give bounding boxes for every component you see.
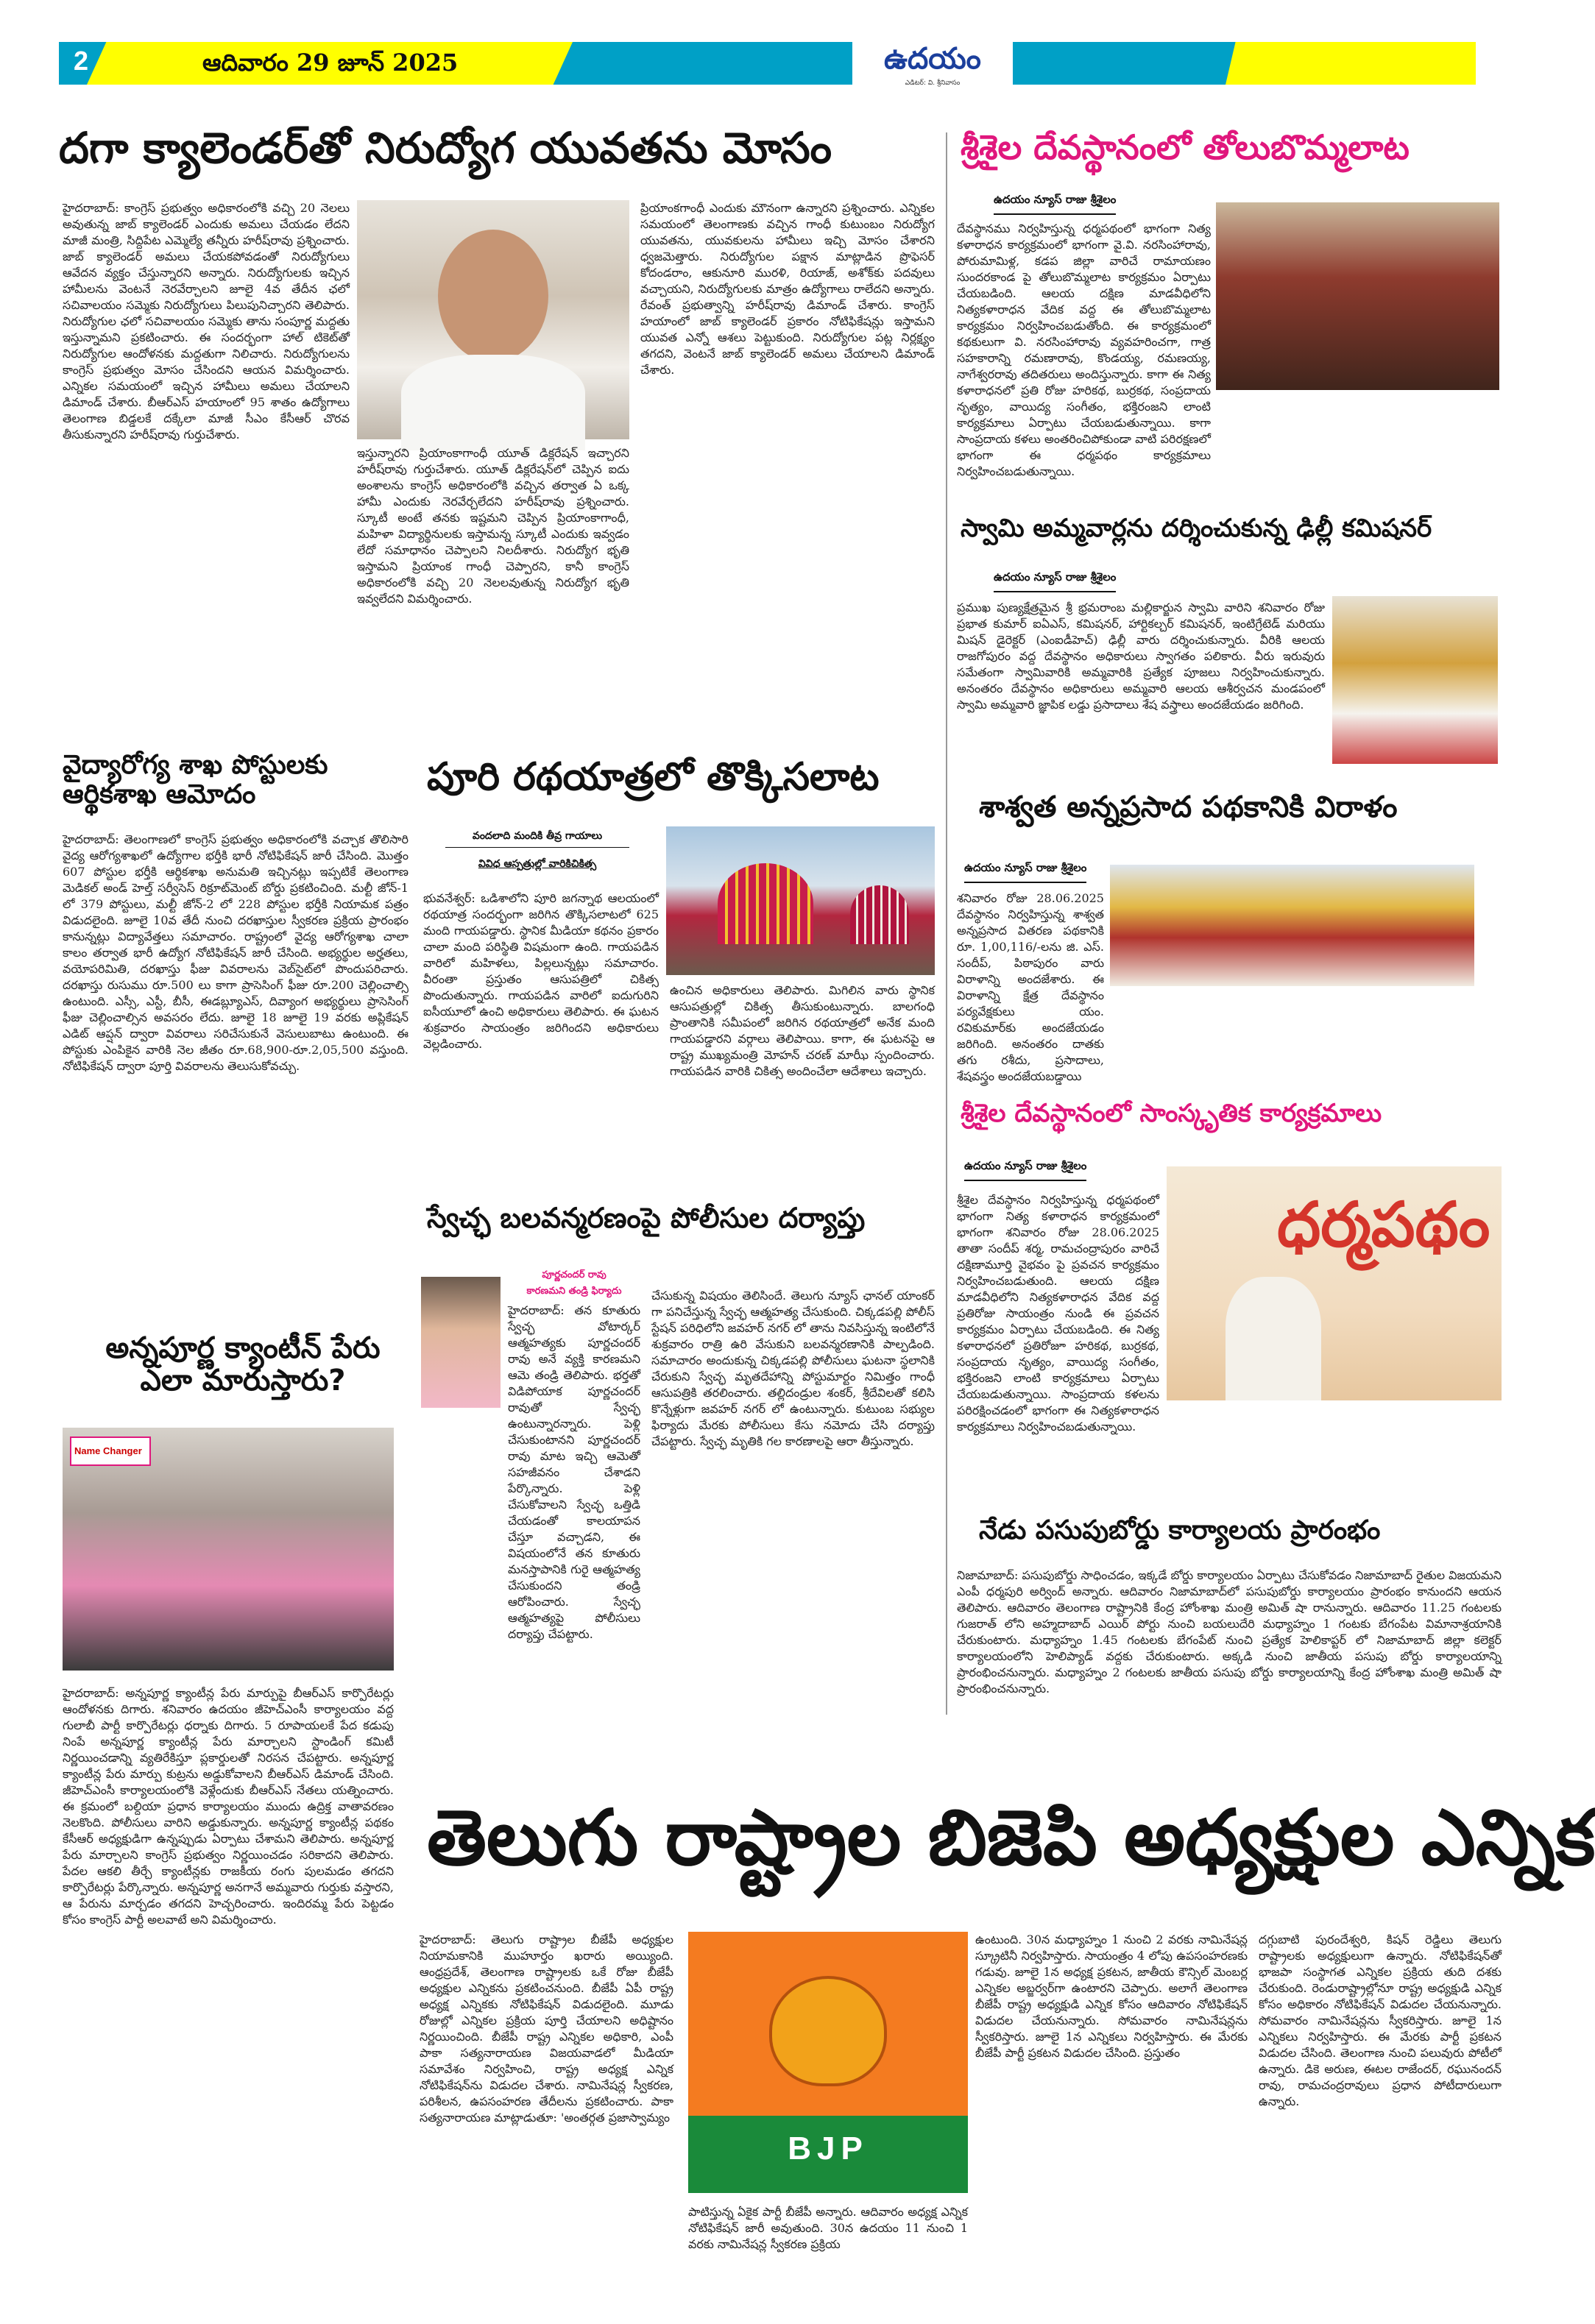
article-body: హైదరాబాద్: కాంగ్రెస్ ప్రభుత్వం అధికారంలోకి వచ్చి 20 నెలలు అవుతున్న జాబ్ క్యాలెండర్ ఎందుకు అమలు చేయడం లేదని మాజీ మంత్రి, సిద్దిపేట ఎమ్మెల్యే తన్నీరు హరీష్‌రావు ప్రశ్నించారు. జాబ్ క్యాలెండర్ అమలు చేయకపోవడంతో నిరుద్యోగులు ఆవేదన వ్యక్తం చేస్తున్నారని అన్నారు. నిరుద్యోగులకు ఇచ్చిన హామీలను వెంటనే నెరవేర్చాలని జూలై 4వ తేదీన ఛలో సచివాలయం సమ్మెకు నిరుద్యోగులు పిలుపునిచ్చారని తెలిపారు. నిరుద్యోగుల ఛలో సచివాలయం సమ్మెకు తాను సంపూర్ణ మద్దతు ఇస్తున్నామని ప్రకటించారు. ఈ సందర్భంగా హాల్ టికెట్‌తో నిరుద్యోగుల ఆందోళనకు మద్దతుగా నిలిచారు. నిరుద్యోగులను కాంగ్రెస్ ప్రభుత్వం మోసం చేసిందని ఆయన విమర్శించారు. ఎన్నికల సమయంలో ఇచ్చిన హామీలు అమలు చేయాలని డిమాండ్ చేశారు. బీఆర్ఎస్ హయాంలో 95 శాతం ఉద్యోగాలు తెలంగాణ బిడ్డలకే దక్కేలా మాజీ సీఎం కేసీఆర్ చొరవ తీసుకున్నారని హరీష్‌రావు గుర్తుచేశారు.: [63, 201, 350, 442]
article-body: శనివారం రోజు 28.06.2025 దేవస్థానం నిర్వహిస్తున్న శాశ్వత అన్నప్రసాద వితరణ పథకానికి రూ. 1,00,116/-లను జి. ఎస్. సందీప్, పిఠాపురం వారు విరాళాన్ని అందజేశారు. ఈ విరాళాన్ని క్షేత్ర దేవస్థానం పర్యవేక్షకులు యం. రవికుమార్‌కు అందజేయడం జరిగింది. అనంతరం దాతకు తగు రశీదు, ప్రసాదాలు, శేషవస్త్రం అందజేయబడ్డాయి: [957, 891, 1104, 1083]
article-body: దేవస్థానము నిర్వహిస్తున్న ధర్మపథంలో భాగంగా నిత్య కళారాధన కార్యక్రమంలో భాగంగా వై.వి. నరసింహారావు, పోరుమామిళ్ల, కడప జిల్లా వారిచే రామాయణం సుందరకాండ పై తోలుబొమ్మలాట కార్యక్రమం ఏర్పాటు చేయబడింది. ఆలయ దక్షిణ మాడవీధిలోని నిత్యకళారాధన వేదిక వద్ద ఈ తోలుబొమ్మలాట కార్యక్రమం నిర్వహించబడుతోంది. ఈ కార్యక్రమంలో కథకులుగా వి. నరసింహారావు వ్యవహరించగా, గాత్ర సహకారాన్ని రమణారావు, కొండయ్య, రమణయ్య, నాగేశ్వరరావు తదితరులు అందిస్తున్నారు. కాగా ఈ నిత్య కళారాధనలో ప్రతి రోజు హరికథ, బుర్రకథ, సంప్రదాయ నృత్యం, వాయిద్య సంగీతం, భక్తిరంజని లాంటి కార్యక్రమాలు ఏర్పాటు చేయబడుతున్నాయి. కాగా సాంప్రదాయ కళలు అంతరించిపోకుండా వాటి పరిరక్షణలో భాగంగా ఈ ధర్మపథం కార్యక్రమాలు నిర్వహించబడుతున్నాయి.: [957, 222, 1211, 478]
headline-turmeric-board: నేడు పసుపుబోర్డు కార్యాలయ ప్రారంభం: [979, 1515, 1381, 1545]
headline-line: వైద్యారోగ్య శాఖ పోస్టులకు: [63, 750, 328, 780]
headline-line: ఆర్థికశాఖ ఆమోదం: [63, 779, 256, 809]
page-number: 2: [74, 46, 89, 76]
byline: ఉదయం న్యూస్ రాజు శ్రీశైలం: [964, 1159, 1086, 1181]
byline: ఉదయం న్యూస్ రాజు శ్రీశైలం: [994, 570, 1116, 592]
article-body: హైదరాబాద్: తెలంగాణలో కాంగ్రెస్ ప్రభుత్వం అధికారంలోకి వచ్చాక తొలిసారి వైద్య ఆరోగ్యశాఖలో ఉద్యోగాల భర్తీకి భారీ నోటిఫికేషన్ జారీ చేసింది. మొత్తం 607 పోస్టుల భర్తీకి ఆర్థికశాఖ అనుమతి ఇచ్చినట్లు ఇప్పటికే తెలంగాణ మెడికల్ అండ్ హెల్త్ సర్వీసెస్ రిక్రూట్‌మెంట్ బోర్డు ప్రకటించింది. మల్టీ జోన్-1 లో 379 పోస్టులు, మల్టీ జోన్-2 లో 228 పోస్టుల భర్తీకి నియామక పత్రం విడుదలైంది. జూలై 10వ తేదీ నుంచి దరఖాస్తుల స్వీకరణ ప్రక్రియ ప్రారంభం కానున్నట్లు విద్యావేత్తలు సమాచారం. రాష్ట్రంలో వైద్య ఆరోగ్యశాఖ చాలా కాలం తర్వాత భారీ ఉద్యోగ నోటిఫికేషన్ జారీ చేసింది. అభ్యర్థుల అర్హతలు, వయోపరిమితి, దరఖాస్తు ఫీజు వివరాలను వెబ్‌సైట్‌లో పొందుపరిచారు. దరఖాస్తు రుసుము రూ.500 లు కాగా ప్రాసెసింగ్ ఫీజు రూ.200 చెల్లించాల్సి ఉంటుంది. ఎస్సీ, ఎస్టీ, బీసీ, ఈడబ్ల్యూఎస్, దివ్యాంగ అభ్యర్థులు ప్రాసెసింగ్ ఫీజు చెల్లించాల్సిన అవసరం లేదు. జూలై 18 జూలై 19 వరకు అప్లికేషన్ ఎడిట్ ఆప్షన్ ద్వారా వివరాలు సరిచేసుకునే వెసులుబాటు ఉంటుంది. ఈ పోస్టుకు ఎంపికైన వారికి నెల జీతం రూ.68,900-రూ.2,05,500 వస్తుంది. నోటిఫికేషన్ ద్వారా పూర్తి వివరాలను తెలుసుకోవచ్చు.: [63, 832, 409, 1073]
article-body: చేసుకున్న విషయం తెలిసిందే. తెలుగు న్యూస్ ఛానల్ యాంకర్ గా పనిచేస్తున్న స్వేచ్ఛ ఆత్మహత్య చేసుకుంది. చిక్కడపల్లి పోలీస్ స్టేషన్ పరిధిలోని జవహర్ నగర్ లో తాను నివసిస్తున్న ఇంటిలోనే శుక్రవారం రాత్రి ఉరి వేసుకుని బలవన్మరణానికి పాల్పడింది. సమాచారం అందుకున్న చిక్కడపల్లి పోలీసులు ఘటనా స్థలానికి చేరుకుని స్వేచ్ఛ మృతదేహాన్ని పోస్టుమార్టం నిమిత్తం గాంధీ ఆసుపత్రికి తరలించారు. తల్లిదండ్రుల శంకర్, శ్రీదేవిలతో కలిసి కొన్నేళ్లుగా జవహర్ నగర్ లో ఉంటున్నారు. కుటుంబ సభ్యుల ఫిర్యాదు మేరకు పోలీసులు కేసు నమోదు చేసి దర్యాప్తు చేపట్టారు. స్వేచ్ఛ మృతికి గల కారణాలపై ఆరా తీస్తున్నారు.: [651, 1289, 935, 1448]
article-body: భువనేశ్వర్: ఒడిశాలోని పూరి జగన్నాథ ఆలయంలో రథయాత్ర సందర్భంగా జరిగిన తొక్కిసలాటలో 625 మంది గాయపడ్డారు. స్థానిక మీడియా కథనం ప్రకారం చాలా మంది పరిస్థితి విషమంగా ఉంది. గాయపడిన వారిలో మహిళలు, పిల్లలున్నట్లు సమాచారం. వీరంతా ప్రస్తుతం ఆసుపత్రిలో చికిత్స పొందుతున్నారు. గాయపడిన వారిలో ఐదుగురిని ఐసీయూలో ఉంచి అధికారులు తెలిపారు. ఈ ఘటన శుక్రవారం సాయంత్రం జరిగిందని అధికారులు వెల్లడించారు.: [423, 891, 659, 1051]
logo-name: ఉదయం: [884, 42, 981, 76]
subheading: పూర్ణచందర్ రావు: [542, 1269, 606, 1280]
headline-delhi-commissioner: స్వామి అమ్మవార్లను దర్శించుకున్న ఢిల్లీ కమిషనర్: [961, 514, 1432, 543]
headline-line: అన్నపూర్ణ క్యాంటీన్ పేరు: [105, 1331, 381, 1365]
byline: ఉదయం న్యూస్ రాజు శ్రీశైలం: [964, 861, 1086, 883]
subheadings: [508, 1267, 640, 1300]
article-body: శ్రీశైల దేవస్థానం నిర్వహిస్తున్న ధర్మపథంలో భాగంగా నిత్య కళారాధన కార్యక్రమంలో భాగంగా శనివారం రోజు 28.06.2025 తాతా సందీప్ శర్మ, రామచంద్రాపురం వారిచే దక్షిణామూర్తి వైభవం పై ప్రవచన కార్యక్రమం నిర్వహించబడుతుంది. ఆలయ దక్షిణ మాడవీధిలోని నిత్యకళారాధన వేదిక వద్ద ప్రతిరోజు సాయంత్రం నుండి ఈ ప్రవచన కార్యక్రమం ఏర్పాటు చేయబడింది. ఈ నిత్య కళారాధనలో ప్రతిరోజూ హరికథ, బుర్రకథ, సంప్రదాయ నృత్యం, వాయిద్య సంగీతం, భక్తిరంజని లాంటి కార్యక్రమాలు ఏర్పాటు చేయబడుతున్నాయి. సాంప్రదాయ కళలను పరిరక్షించడంలో భాగంగా ఈ నిత్యకళారాధన కార్యక్రమాలు నిర్వహించబడుతున్నాయి.: [957, 1193, 1159, 1434]
photo-discourse: [1167, 1166, 1502, 1400]
headline-annaprasada: శాశ్వత అన్నప్రసాద పథకానికి విరాళం: [979, 790, 1398, 824]
article-body: దగ్గుబాటి పురందేశ్వరి, కిషన్ రెడ్డిలు తెలుగు రాష్ట్రాలకు అధ్యక్షులుగా ఉన్నారు. నోటిఫికేషన్‌తో భాజపా సంస్థాగత ఎన్నికల ప్రక్రియ తుది దశకు చేరుకుంది. రెండురాష్ట్రాల్లోనూ రాష్ట్ర అధ్యక్షుడి ఎన్నిక కోసం అధికారం నోటిఫికేషన్ విడుదల చేయనున్నారు. సోమవారం నామినేషన్లను స్వీకరిస్తారు. జూలై 1న ఎన్నికలు నిర్వహిస్తారు. ఈ మేరకు పార్టీ ప్రకటన విడుదల చేసింది. తెలంగాణ నుంచి పలువురు పోటీలో ఉన్నారు. డికె అరుణ, ఈటల రాజేందర్, రఘునందన్ రావు, రామచంద్రరావులు ప్రధాన పోటీదారులుగా ఉన్నారు.: [1259, 1932, 1502, 2108]
article-body: ఉంచిన అధికారులు తెలిపారు. మిగిలిన వారు స్థానిక ఆసుపత్రుల్లో చికిత్స తీసుకుంటున్నారు. బాలగంధి ప్రాంతానికి సమీపంలో జరిగిన రథయాత్రలో అనేక మంది గాయపడ్డారని వర్గాలు తెలిపాయి. కాగా, ఈ ఘటనపై ఆ రాష్ట్ర ముఖ్యమంత్రి మోహన్ చరణ్ మాఝీ స్పందించారు. గాయపడిన వారికి చికిత్స అందించేలా ఆదేశాలు ఇచ్చారు.: [670, 983, 935, 1078]
subheading: కారణమని తండ్రి ఫిర్యాదు: [526, 1286, 622, 1297]
article-body: ప్రముఖ పుణ్యక్షేత్రమైన శ్రీ భ్రమరాంబ మల్లికార్జున స్వామి వారిని శనివారం రోజు ప్రభాత కుమార్ ఐఏఎస్, కమిషనర్, హార్టికల్చర్ కమిషనర్, ఇంటిగ్రేటెడ్ మరియు మిషన్ డైరెక్టర్ (ఎంఐడీహెచ్) ఢిల్లీ వారు దర్శించుకున్నారు. వీరికి ఆలయ రాజగోపురం వద్ద దేవస్థానం అధికారులు స్వాగతం పలికారు. వీరు ఇరువురు సమేతంగా స్వామివారికి అమ్మవారికి ప్రత్యేక పూజలు నిర్వహించుకున్నారు. అనంతరం దేవస్థానం అధికారులు అమ్మవారి ఆలయ ఆశీర్వచన మండపంలో స్వామి అమ్మవారి జ్ఞాపిక లడ్డు ప్రసాదాలు శేష వస్త్రాలు అందజేయడం జరిగింది.: [957, 601, 1325, 712]
headline-health-posts: [63, 751, 416, 809]
headline-puri: పూరి రథయాత్రలో తొక్కిసలాట: [427, 755, 880, 799]
article-body: హైదరాబాద్: తన కూతురు స్వేచ్ఛ వోటార్కర్ ఆత్మహత్యకు పూర్ణచందర్ రావు అనే వ్యక్తి కారణమని ఆమె తండ్రి తెలిపారు. భర్తతో విడిపోయాక పూర్ణచందర్ రావుతో స్వేచ్ఛ ఉంటున్నారన్నారు. పెళ్లి చేసుకుంటానని పూర్ణచందర్ రావు మాట ఇచ్చి ఆమెతో సహజీవనం చేశాడని పేర్కొన్నారు. పెళ్లి చేసుకోవాలని స్వేచ్ఛ ఒత్తిడి చేయడంతో కాలయాపన చేస్తూ వచ్చాడని, ఈ విషయంలోనే తన కూతురు మనస్తాపానికి గురై ఆత్మహత్య చేసుకుందని తండ్రి ఆరోపించారు. స్వేచ్ఛ ఆత్మహత్యపై పోలీసులు దర్యాప్తు చేపట్టారు.: [508, 1303, 640, 1641]
photo-protest: [63, 1428, 394, 1671]
article-body: ప్రియాంకగాంధీ ఎందుకు మౌనంగా ఉన్నారని ప్రశ్నించారు. ఎన్నికల సమయంలో తెలంగాణకు వచ్చిన గాంధీ కుటుంబం నిరుద్యోగ యువతను, యువకులను హామీలు ఇచ్చి మోసం చేశారని ధ్వజమెత్తారు. నిరుద్యోగుల పక్షాన మాట్లాడిన ప్రొఫెసర్ కోదండరాం, ఆకునూరి మురళి, రియాజ్, అశోక్‌కు పదవులు వచ్చాయని, నిరుద్యోగులకు మాత్రం ఉద్యోగాలు రాలేదని అన్నారు. రేవంత్ ప్రభుత్వాన్ని హరీష్‌రావు డిమాండ్ చేశారు. కాంగ్రెస్ హయాంలో జాబ్ క్యాలెండర్ ప్రకారం నోటిఫికేషన్లు ఇస్తామని యువత ఎన్నో ఆశలు పెట్టుకుంది. నిరుద్యోగుల పట్ల నిర్లక్ష్యం తగదని, వెంటనే జాబ్ క్యాలెండర్ అమలు చేయాలని డిమాండ్ చేశారు.: [640, 201, 935, 377]
newspaper-logo: [852, 38, 1013, 97]
headline-bjp: తెలుగు రాష్ట్రాల బిజెపి అధ్యక్షుల ఎన్నిక: [427, 1793, 1595, 1882]
headline-job-calendar: దగా క్యాలెండర్‌తో నిరుద్యోగ యువతను మోసం: [59, 123, 832, 173]
masthead-yellow-right: [1226, 42, 1476, 85]
article-body: పాటిస్తున్న ఏకైక పార్టీ బీజేపీ అన్నారు. ఆదివారం అధ్యక్ష ఎన్నిక నోటిఫికేషన్ జారీ అవుతుంది. 30న ఉదయం 11 నుంచి 1 వరకు నామినేషన్ల స్వీకరణ ప్రక్రియ: [688, 2205, 968, 2251]
subheading: వందలాది మందికి తీవ్ర గాయాలు: [445, 830, 629, 848]
headline-cultural: శ్రీశైల దేవస్థానంలో సాంస్కృతిక కార్యక్రమాలు: [961, 1099, 1382, 1128]
subheadings: [445, 830, 629, 872]
photo-rath-yatra: [666, 826, 935, 975]
photo-donation: [1110, 865, 1474, 986]
article-body: ఉంటుంది. 30న మధ్యాహ్నం 1 నుంచి 2 వరకు నామినేషన్ల స్క్రూటినీ నిర్వహిస్తారు. సాయంత్రం 4 లోపు ఉపసంహరణకు గడువు. జూలై 1న అధ్యక్ష ప్రకటన, జాతీయ కౌన్సిల్ మెంబర్ల ఎన్నికల అబ్జర్వర్‌గా ఉంటారని చెప్పారు. అలాగే తెలంగాణ బీజేపీ రాష్ట్ర అధ్యక్షుడి ఎన్నిక కోసం ఆదివారం నోటిఫికేషన్ విడుదల చేయనున్నారు. సోమవారం నామినేషన్లను స్వీకరిస్తారు. జూలై 1న ఎన్నికలు నిర్వహిస్తారు. ఈ మేరకు బీజేపీ పార్టీ ప్రకటన విడుదల చేసింది. ప్రస్తుతం: [975, 1932, 1248, 2060]
edition-date: ఆదివారం 29 జూన్ 2025: [202, 49, 459, 77]
bjp-logo-text: BJP: [788, 2130, 869, 2167]
article-body: నిజామాబాద్: పసుపుబోర్డు సాధించడం, ఇక్కడే బోర్డు కార్యాలయం ఏర్పాటు చేసుకోవడం నిజామాబాద్ రైతుల విజయమని ఎంపీ ధర్మపురి అర్వింద్ అన్నారు. ఆదివారం నిజామాబాద్‌లో పసుపుబోర్డు కార్యాలయం ప్రారంభం కానుందని ఆయన తెలిపారు. ఆదివారం తెలంగాణ రాష్ట్రానికి కేంద్ర హోంశాఖ మంత్రి అమిత్ షా రానున్నారు. ఆదివారం 11.25 గంటలకు గుజరాత్ లోని అహ్మదాబాద్ ఎయిర్ పోర్టు నుంచి బయలుదేరి మధ్యాహ్నం 1 గంటకు బేగంపేట విమానాశ్రయానికి చేరుకుంటారు. మధ్యాహ్నం 1.45 గంటలకు బేగంపేట్ నుంచి ప్రత్యేక హెలికాప్టర్ లో నిజామాబాద్ జిల్లా కలెక్టర్ కార్యాలయంలోని హెలిప్యాడ్ వద్దకు చేరుకుంటారు. అక్కడి నుంచి జాతీయ పసుపు బోర్డు కార్యాలయాన్ని ప్రారంభించనున్నారు. మధ్యాహ్నం 2 గంటలకు జాతీయ పసుపు బోర్డు కార్యాలయాన్ని కేంద్ర హోంశాఖ మంత్రి అమిత్ షా ప్రారంభించనున్నారు.: [957, 1568, 1502, 1696]
photo-harish-rao: [357, 200, 629, 439]
headline-annapurna: [81, 1332, 405, 1397]
article-body: ఇస్తున్నారని ప్రియాంకాగాంధీ యూత్ డిక్లరేషన్ ఇచ్చారని హరీష్‌రావు గుర్తుచేశారు. యూత్ డిక్లరేషన్‌లో చెప్పిన ఐదు అంశాలను కాంగ్రెస్ అధికారంలోకి వచ్చిన తర్వాత ఏ ఒక్క హామీ ఎందుకు నెరవేర్చలేదని హరీష్‌రావు ప్రశ్నించారు. స్కూటీ అంటే తనకు ఇష్టమని చెప్పిన ప్రియాంకాగాంధీ, మహిళా విద్యార్థినులకు ఇస్తామన్న స్కూటీ ఎందుకు ఇవ్వడం లేదో సమాధానం చెప్పాలని నిలదీశారు. నిరుద్యోగ భృతి ఇస్తామని ప్రియాంక గాంధీ చెప్పారని, కానీ కాంగ్రెస్ అధికారంలోకి వచ్చి 20 నెలలవుతున్న నిరుద్యోగ భృతి ఇవ్వలేదని విమర్శించారు.: [357, 446, 629, 606]
headline-swechha: స్వేచ్ఛ బలవన్మరణంపై పోలీసుల దర్యాప్తు: [427, 1202, 866, 1234]
article-body: హైదరాబాద్: తెలుగు రాష్ట్రాల బీజేపీ అధ్యక్షుల నియామకానికి ముహూర్తం ఖరారు అయ్యింది. ఆంధ్రప్రదేశ్, తెలంగాణ రాష్ట్రాలకు ఒకే రోజు బీజేపీ అధ్యక్షుల ఎన్నికను ప్రకటించనుంది. బీజేపీ ఏపీ రాష్ట్ర అధ్యక్ష ఎన్నికకు నోటిఫికేషన్ విడుదలైంది. మూడు రోజుల్లో ఎన్నికల ప్రక్రియ పూర్తి చేయాలని అధిష్టానం నిర్ణయించింది. బీజేపీ రాష్ట్ర ఎన్నికల అధికారి, ఎంపీ పాకా సత్యనారాయణ విజయవాడలో మీడియా సమావేశం నిర్వహించి, రాష్ట్ర అధ్యక్ష ఎన్నిక నోటిఫికేషన్‌ను విడుదల చేశారు. నామినేషన్ల స్వీకరణ, పరిశీలన, ఉపసంహరణ తేదీలను ప్రకటించారు. పాకా సత్యనారాయణ మాట్లాడుతూ: 'అంతర్గత ప్రజాస్వామ్యం: [420, 1932, 673, 2125]
article-body: హైదరాబాద్: అన్నపూర్ణ క్యాంటీన్ల పేరు మార్పుపై బీఆర్ఎస్ కార్పొరేటర్లు ఆందోళనకు దిగారు. శనివారం ఉదయం జీహెచ్ఎంసీ కార్యాలయం వద్ద గులాబీ పార్టీ కార్పొరేటర్లు ధర్నాకు దిగారు. 5 రూపాయలకే పేద కడుపు నింపే అన్నపూర్ణ క్యాంటీన్ల పేరు మార్చాలని స్టాండింగ్ కమిటీ నిర్ణయించడాన్ని వ్యతిరేకిస్తూ ప్లకార్డులతో నిరసన చేపట్టారు. అన్నపూర్ణ క్యాంటీన్ల పేరు మార్పు కుట్రను అడ్డుకోవాలని బీఆర్ఎస్ డిమాండ్ చేసింది. జీహెచ్ఎంసీ కార్యాలయంలోకి వెళ్లేందుకు బీఆర్ఎస్ నేతలు యత్నించారు. ఈ క్రమంలో బల్దియా ప్రధాన కార్యాలయం ముందు ఉద్రిక్త వాతావరణం నెలకొంది. పోలీసులు వారిని అడ్డుకున్నారు. అన్నపూర్ణ క్యాంటీన్ల పథకం కేసీఆర్ అధ్యక్షుడిగా ఉన్నప్పుడు ఏర్పాటు చేశామని తెలిపారు. అన్నపూర్ణ పేరు మార్చాలని కాంగ్రెస్ ప్రభుత్వం నిర్ణయించడం సరికాదని తెలిపారు. పేదల ఆకలి తీర్చే క్యాంటీన్లకు రాజకీయ రంగు పులమడం తగదని కార్పొరేటర్లు పేర్కొన్నారు. అన్నపూర్ణ అనగానే అమ్మవారు గుర్తుకు వస్తారని, ఆ పేరును మార్చడం తగదని హెచ్చరించారు. ఇందిరమ్మ పేరు పెట్టడం కోసం కాంగ్రెస్ పార్టీ అలవాటే అని విమర్శించారు.: [63, 1686, 394, 1927]
headline-line: ఎలా మారుస్తారు?: [140, 1364, 346, 1397]
logo-subtitle: ఎడిటర్: వి. శ్రీనివాసం: [905, 79, 961, 87]
subheading: వివిధ ఆస్పత్రుల్లో వారికిచికిత్స: [478, 858, 597, 870]
banner-text: ధర్మపథం: [1277, 1188, 1490, 1261]
protest-placard: Name Changer: [70, 1436, 151, 1466]
photo-swechha: [421, 1277, 501, 1408]
bjp-logo: [688, 1932, 968, 2193]
photo-puppet-show: [1216, 202, 1499, 390]
headline-tolubommalata: శ్రీశైల దేవస్థానంలో తోలుబొమ్మలాట: [961, 127, 1410, 167]
byline: ఉదయం న్యూస్ రాజు శ్రీశైలం: [994, 193, 1116, 215]
column-divider: [946, 132, 947, 1715]
photo-commissioner: [1332, 596, 1498, 764]
